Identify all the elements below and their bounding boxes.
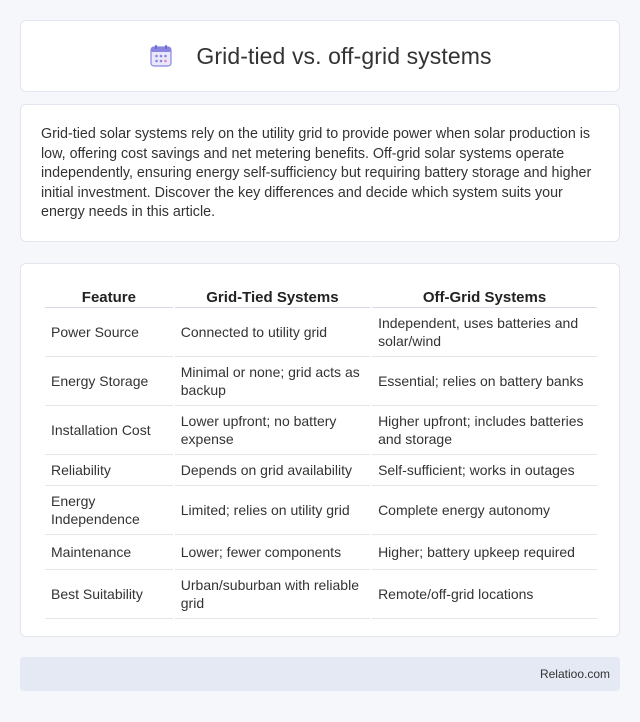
column-header-grid-tied: Grid-Tied Systems [175,284,370,308]
table-row [45,308,597,357]
calendar-icon [148,43,174,69]
page-title: Grid-tied vs. off-grid systems [196,42,492,69]
table-cell: Minimal or none; grid acts as backup [175,357,370,406]
table-cell: Higher upfront; includes batteries and storage [372,406,597,455]
table-cell: Urban/suburban with reliable grid [175,570,370,619]
table-cell: Installation Cost [45,406,173,455]
table-cell: Energy Independence [45,486,173,535]
footer [20,657,620,691]
comparison-table [43,284,599,619]
table-row [45,455,597,486]
table-cell: Complete energy autonomy [372,486,597,535]
table-row [45,535,597,570]
table-cell: Lower; fewer components [175,535,370,570]
table-cell: Lower upfront; no battery expense [175,406,370,455]
table-cell: Remote/off-grid locations [372,570,597,619]
table-row [45,570,597,619]
table-row [45,486,597,535]
title-card [20,20,620,92]
table-cell: Independent, uses batteries and solar/wind [372,308,597,357]
table-cell: Self-sufficient; works in outages [372,455,597,486]
footer-brand[interactable]: Relatioo.com [539,667,610,681]
comparison-card [20,263,620,637]
table-cell: Best Suitability [45,570,173,619]
table-row [45,357,597,406]
column-header-off-grid: Off-Grid Systems [372,284,597,308]
intro-card [20,104,620,242]
table-row [45,406,597,455]
table-cell: Energy Storage [45,357,173,406]
table-cell: Reliability [45,455,173,486]
intro-paragraph: Grid-tied solar systems rely on the utility grid to provide power when solar production is low, offering cost savings and net metering benefits. Off-grid solar systems operate independently, ensuring energy self-sufficiency but requiring battery storage and higher initial investment. Discover the key differences and decide which system suits your energy needs in this article. [41,126,592,221]
table-cell: Higher; battery upkeep required [372,535,597,570]
column-header-feature: Feature [45,284,173,308]
table-cell: Limited; relies on utility grid [175,486,370,535]
table-cell: Depends on grid availability [175,455,370,486]
table-header-row [45,284,597,308]
table-cell: Connected to utility grid [175,308,370,357]
table-cell: Essential; relies on battery banks [372,357,597,406]
table-cell: Maintenance [45,535,173,570]
table-cell: Power Source [45,308,173,357]
